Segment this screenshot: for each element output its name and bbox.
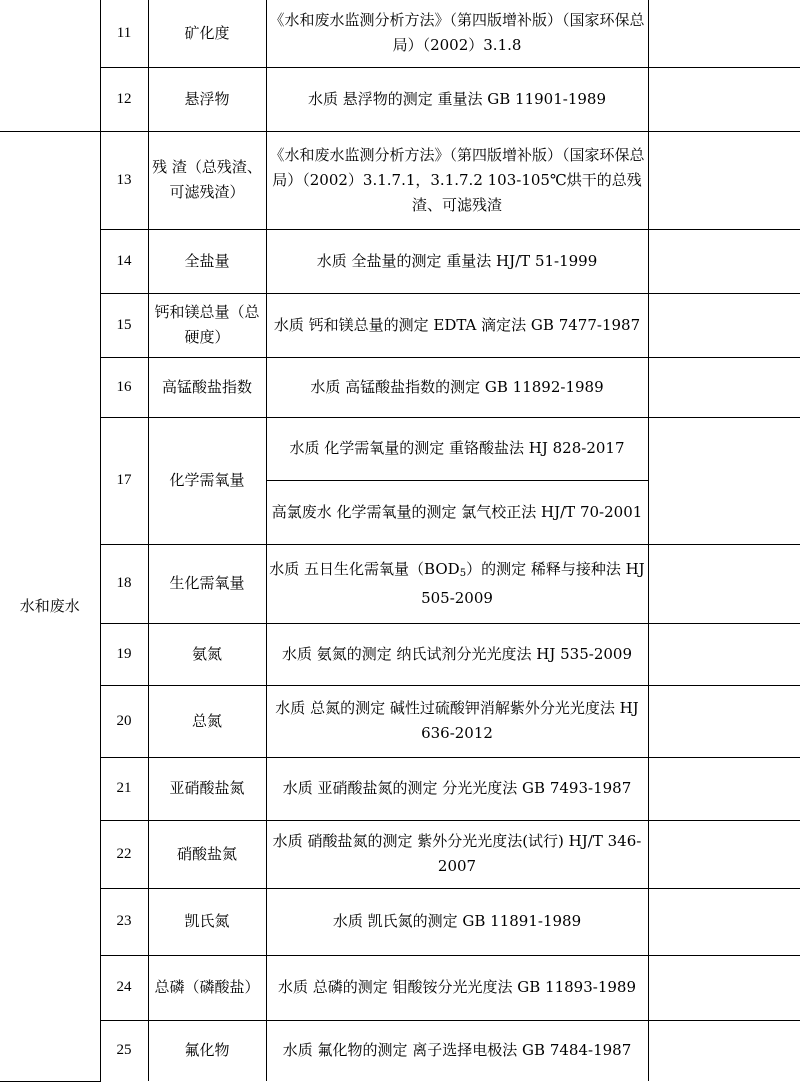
item-name: 残 渣（总残渣、可滤残渣） bbox=[148, 131, 266, 229]
table-row bbox=[0, 757, 800, 820]
item-name: 氨氮 bbox=[148, 623, 266, 685]
method-standard: 水质 氨氮的测定 纳氏试剂分光光度法 HJ 535-2009 bbox=[266, 623, 648, 685]
row-number: 22 bbox=[100, 820, 148, 888]
item-name: 化学需氧量 bbox=[148, 417, 266, 544]
note-cell bbox=[648, 229, 800, 293]
row-number: 18 bbox=[100, 544, 148, 623]
method-standard: 《水和废水监测分析方法》（第四版增补版）（国家环保总局）（2002）3.1.7.1，3.1.7.2 103-105℃烘干的总残渣、可滤残渣 bbox=[266, 131, 648, 229]
note-cell bbox=[648, 888, 800, 955]
method-standard: 《水和废水监测分析方法》（第四版增补版）（国家环保总局）（2002）3.1.8 bbox=[266, 0, 648, 67]
table-row bbox=[0, 67, 800, 131]
method-standard bbox=[266, 544, 648, 623]
row-number: 20 bbox=[100, 685, 148, 757]
note-cell bbox=[648, 131, 800, 229]
item-name: 总磷（磷酸盐） bbox=[148, 955, 266, 1020]
item-name: 矿化度 bbox=[148, 0, 266, 67]
table-row bbox=[0, 293, 800, 357]
row-number: 19 bbox=[100, 623, 148, 685]
note-cell bbox=[648, 67, 800, 131]
table-row bbox=[0, 820, 800, 888]
subscript: 5 bbox=[459, 567, 467, 579]
table-row bbox=[0, 1020, 800, 1081]
method-standard: 水质 硝酸盐氮的测定 紫外分光光度法(试行) HJ/T 346-2007 bbox=[266, 820, 648, 888]
method-standard: 水质 悬浮物的测定 重量法 GB 11901-1989 bbox=[266, 67, 648, 131]
note-cell bbox=[648, 293, 800, 357]
table-row bbox=[0, 131, 800, 229]
method-standard: 水质 全盐量的测定 重量法 HJ/T 51-1999 bbox=[266, 229, 648, 293]
note-cell bbox=[648, 357, 800, 417]
note-cell bbox=[648, 1020, 800, 1081]
item-name: 生化需氧量 bbox=[148, 544, 266, 623]
table-row bbox=[0, 955, 800, 1020]
item-name: 氟化物 bbox=[148, 1020, 266, 1081]
note-cell bbox=[648, 820, 800, 888]
item-name: 亚硝酸盐氮 bbox=[148, 757, 266, 820]
item-name: 全盐量 bbox=[148, 229, 266, 293]
table-row bbox=[0, 888, 800, 955]
row-number: 16 bbox=[100, 357, 148, 417]
row-number: 15 bbox=[100, 293, 148, 357]
table-row bbox=[0, 685, 800, 757]
row-number: 21 bbox=[100, 757, 148, 820]
method-standard: 水质 凯氏氮的测定 GB 11891-1989 bbox=[266, 888, 648, 955]
row-number: 11 bbox=[100, 0, 148, 67]
note-cell bbox=[648, 757, 800, 820]
row-number: 25 bbox=[100, 1020, 148, 1081]
row-number: 13 bbox=[100, 131, 148, 229]
row-number: 17 bbox=[100, 417, 148, 544]
table-row bbox=[0, 229, 800, 293]
note-cell bbox=[648, 0, 800, 67]
item-name: 高锰酸盐指数 bbox=[148, 357, 266, 417]
table-row bbox=[0, 417, 800, 480]
method-standard: 水质 总氮的测定 碱性过硫酸钾消解紫外分光光度法 HJ 636-2012 bbox=[266, 685, 648, 757]
note-cell bbox=[648, 955, 800, 1020]
table-row bbox=[0, 357, 800, 417]
method-standard: 水质 高锰酸盐指数的测定 GB 11892-1989 bbox=[266, 357, 648, 417]
method-standard: 水质 氟化物的测定 离子选择电极法 GB 7484-1987 bbox=[266, 1020, 648, 1081]
method-standard: 水质 钙和镁总量的测定 EDTA 滴定法 GB 7477-1987 bbox=[266, 293, 648, 357]
item-name: 总氮 bbox=[148, 685, 266, 757]
note-cell bbox=[648, 685, 800, 757]
category-cell: 水和废水 bbox=[0, 131, 100, 1081]
row-number: 24 bbox=[100, 955, 148, 1020]
item-name: 凯氏氮 bbox=[148, 888, 266, 955]
table-row bbox=[0, 0, 800, 67]
method-standard-alt: 高氯废水 化学需氧量的测定 氯气校正法 HJ/T 70-2001 bbox=[266, 480, 648, 544]
note-cell bbox=[648, 417, 800, 544]
std-text-post: ）的测定 稀释与接种法 HJ 505-2009 bbox=[421, 559, 645, 607]
row-number: 12 bbox=[100, 67, 148, 131]
item-name: 硝酸盐氮 bbox=[148, 820, 266, 888]
table-row bbox=[0, 544, 800, 623]
note-cell bbox=[648, 544, 800, 623]
note-cell bbox=[648, 623, 800, 685]
category-cell-top bbox=[0, 0, 100, 131]
item-name: 钙和镁总量（总硬度） bbox=[148, 293, 266, 357]
method-standard: 水质 亚硝酸盐氮的测定 分光光度法 GB 7493-1987 bbox=[266, 757, 648, 820]
item-name: 悬浮物 bbox=[148, 67, 266, 131]
row-number: 14 bbox=[100, 229, 148, 293]
method-standard: 水质 总磷的测定 钼酸铵分光光度法 GB 11893-1989 bbox=[266, 955, 648, 1020]
table-row bbox=[0, 623, 800, 685]
method-standard: 水质 化学需氧量的测定 重铬酸盐法 HJ 828-2017 bbox=[266, 417, 648, 480]
std-text-pre: 水质 五日生化需氧量（BOD bbox=[269, 559, 460, 578]
row-number: 23 bbox=[100, 888, 148, 955]
